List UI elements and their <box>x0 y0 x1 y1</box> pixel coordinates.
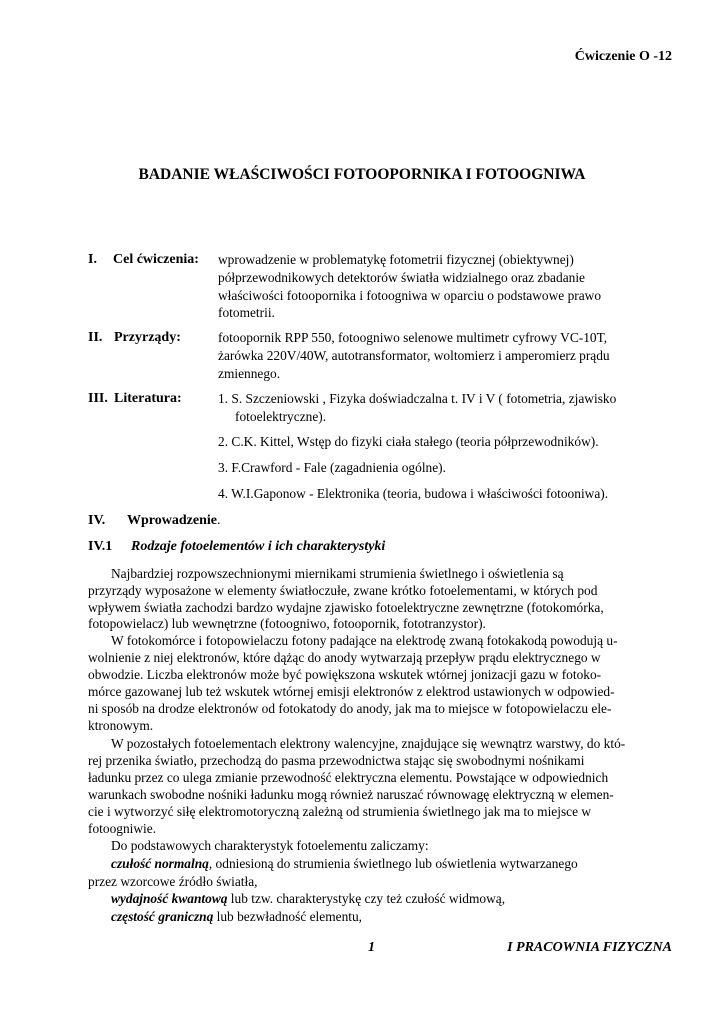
section-text-line: żarówka 220V/40W, autotransformator, woltomierz i amperomierz prądu <box>218 348 610 363</box>
body-line: mórce gazowanej lub też wskutek wtórnej emisji elektronów z elektrod ustawionych w odpowied- <box>88 684 615 699</box>
body-line: W pozostałych fotoelementach elektrony walencyjne, znajdujące się wewnątrz warstwy, do któ- <box>111 736 626 751</box>
characteristic-item <box>111 891 505 907</box>
literature-item: 3. F.Crawford - Fale (zagadnienia ogólne). <box>218 460 446 475</box>
body-line: ni sposób na drodze elektronów od fotokatody do anody, jak ma to miejsce w fotopowielaczu ele- <box>88 701 612 716</box>
section-label-text: Wprowadzenie <box>127 513 217 528</box>
literature-item: 1. S. Szczeniowski , Fizyka doświadczalna t. IV i V ( fotometria, zjawisko <box>218 391 617 406</box>
footer-lab-name: I PRACOWNIA FIZYCZNA <box>507 940 672 955</box>
body-line: rej przenika światło, przechodzą do pasma przewodnictwa stając się swobodnymi nośnikami <box>88 753 585 768</box>
section-label: Literatura: <box>114 391 182 406</box>
section-text-line: fotometrii. <box>218 305 275 320</box>
body-line: cie i wytworzyć siłę elektromotoryczną zależną od strumienia świetlnego jak ma to miejsce w <box>88 804 592 819</box>
section-label <box>127 513 220 529</box>
body-line: ładunku przez co ulega zmianie przewodność elektryczna elementu. Powstające w odpowiednich <box>88 770 609 785</box>
section-label-dot: . <box>216 513 221 528</box>
characteristic-desc: lub bezwładność elementu, <box>213 909 363 924</box>
body-line: przyrządy wyposażone w elementy światłoczułe, zwane krótko fotoelementami, w których pod <box>88 583 598 598</box>
section-text-line: wprowadzenie w problematykę fotometrii fizycznej (obiektywnej) <box>218 252 574 267</box>
characteristic-term: czułość normalną <box>111 856 209 871</box>
section-number: III. <box>88 391 108 406</box>
section-label: Cel ćwiczenia: <box>113 252 199 267</box>
section-text-line: właściwości fotoopornika i fotoogniwa w oparciu o podstawowe prawo <box>218 288 602 303</box>
body-line: ktronowym. <box>88 718 154 733</box>
section-number: II. <box>88 330 103 345</box>
body-line: Do podstawowych charakterystyk fotoelementu zaliczamy: <box>111 838 429 853</box>
subsection-number: IV.1 <box>88 539 113 554</box>
body-line: Najbardziej rozpowszechnionymi miernikami strumienia świetlnego i oświetlenia są <box>111 566 564 581</box>
subsection-title: Rodzaje fotoelementów i ich charakterystyki <box>131 539 386 554</box>
body-line: fotopowielacz) lub wewnętrzne (fotoogniwo, fotoopornik, fototranzystor). <box>88 616 486 631</box>
characteristic-desc: lub tzw. charakterystykę czy też czułość widmową, <box>227 891 506 906</box>
characteristic-term: wydajność kwantową <box>111 891 228 906</box>
characteristic-term: częstość graniczną <box>111 909 214 924</box>
body-line: warunkach swobodne nośniki ładunku mogą również naruszać równowagę elektryczną w elemen- <box>88 787 614 802</box>
page-number: 1 <box>368 940 375 955</box>
characteristic-desc: , odniesioną do strumienia świetlnego lub oświetlenia wytwarzanego <box>208 856 578 871</box>
literature-item: fotoelektryczne). <box>235 409 327 424</box>
page-title: BADANIE WŁAŚCIWOŚCI FOTOOPORNIKA I FOTOOGNIWA <box>138 166 586 183</box>
literature-item: 2. C.K. Kittel, Wstęp do fizyki ciała stałego (teoria półprzewodników). <box>218 434 599 449</box>
section-text-line: fotoopornik RPP 550, fotoogniwo selenowe multimetr cyfrowy VC-10T, <box>218 330 608 345</box>
literature-item: 4. W.I.Gaponow - Elektronika (teoria, budowa i właściwości fotooniwa). <box>218 486 609 501</box>
body-line: W fotokomórce i fotopowielaczu fotony padające na elektrodę zwaną fotokakodą powodują u- <box>111 633 618 648</box>
characteristic-item-continued: przez wzorcowe źródło światła, <box>88 874 258 889</box>
body-line: obwodzie. Liczba elektronów może być powiększona wskutek wtórnej jonizacji gazu w fotoko- <box>88 667 602 682</box>
body-line: wolnienie z niej elektronów, które dążąc do anody wytwarzają przepływ prądu elektrycznego w <box>88 650 601 665</box>
characteristic-item <box>111 909 362 925</box>
body-line: fotoogniwie. <box>88 821 157 836</box>
section-text-line: zmiennego. <box>218 366 281 381</box>
exercise-header: Ćwiczenie O -12 <box>574 49 672 64</box>
section-text-line: półprzewodnikowych detektorów światła widzialnego oraz zbadanie <box>218 270 585 285</box>
body-line: wpływem światła zachodzi bardzo wydajne zjawisko fotoelektryczne zewnętrzne (fotokomórka, <box>88 600 604 615</box>
section-number: I. <box>88 252 97 267</box>
section-number: IV. <box>88 513 106 528</box>
characteristic-item <box>111 856 578 872</box>
section-label: Przyrządy: <box>114 330 181 345</box>
